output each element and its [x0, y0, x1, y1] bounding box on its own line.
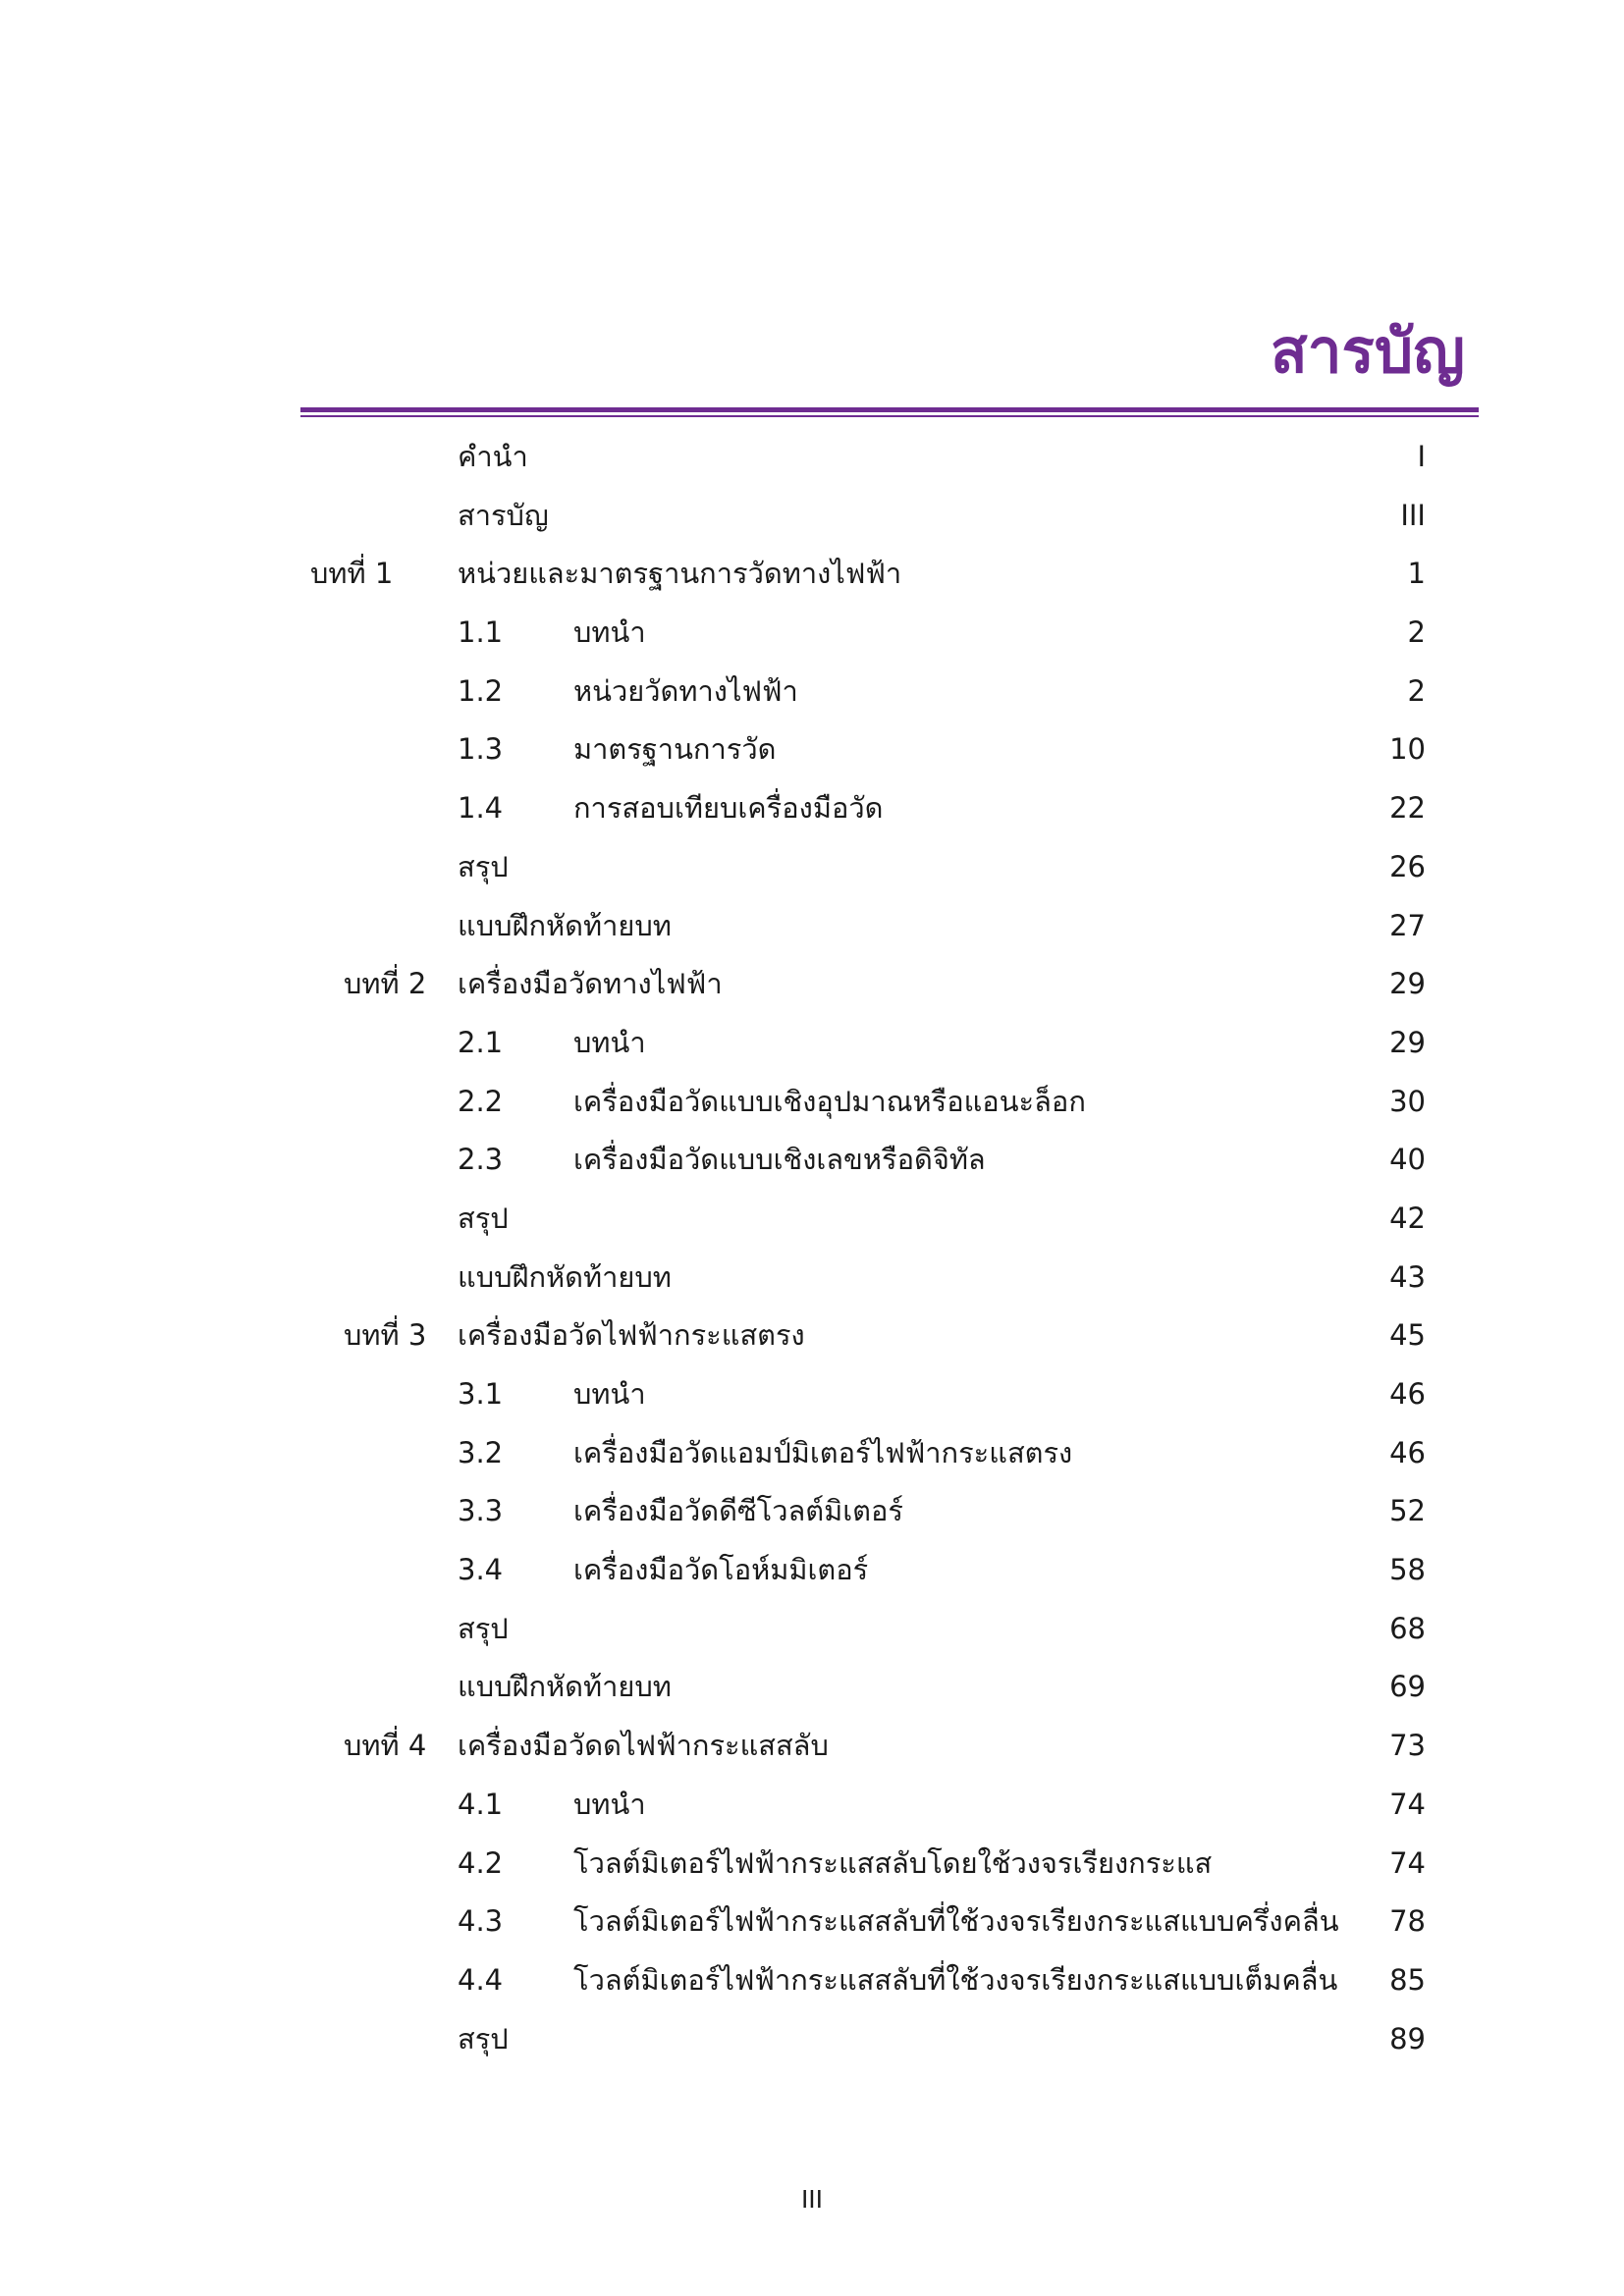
toc-page-number: 73: [1389, 1729, 1426, 1763]
toc-section-title: เครื่องมือวัดแอมป์มิเตอร์ไฟฟ้ากระแสตรง: [573, 1435, 1073, 1469]
toc-entry: [0, 545, 1624, 604]
toc-entry: [0, 1776, 1624, 1835]
toc-page-number: 45: [1389, 1318, 1426, 1353]
toc-page-number: 27: [1389, 908, 1426, 942]
toc-page-number: 46: [1389, 1435, 1426, 1469]
toc-entry-title: แบบฝึกหัดท้ายบท: [458, 908, 672, 942]
toc-page-number: 68: [1389, 1611, 1426, 1645]
toc-entry-title: สรุป: [458, 2021, 509, 2056]
toc-page-number: 40: [1389, 1143, 1426, 1177]
toc-section-number: 1.2: [458, 673, 504, 708]
toc-entry: [0, 1600, 1624, 1659]
toc-entry-title: แบบฝึกหัดท้ายบท: [458, 1259, 672, 1294]
toc-entry: [0, 1541, 1624, 1600]
divider-thin-line: [300, 415, 1479, 417]
toc-section-title: บทนำ: [573, 1377, 646, 1411]
toc-entry: [0, 2010, 1624, 2069]
toc-entry-title: สรุป: [458, 849, 509, 883]
toc-section-number: 4.3: [458, 1904, 504, 1939]
toc-entry: [0, 1658, 1624, 1717]
toc-page-number: 78: [1389, 1904, 1426, 1939]
toc-page-number: 74: [1389, 1845, 1426, 1880]
toc-section-number: 2.3: [458, 1143, 504, 1177]
page-number: III: [800, 2185, 824, 2214]
toc-entry-title: แบบฝึกหัดท้ายบท: [458, 1670, 672, 1704]
toc-entry: [0, 428, 1624, 487]
page-title: สารบัญ: [1270, 315, 1465, 387]
table-of-contents: [0, 428, 1624, 2068]
toc-page-number: III: [1400, 498, 1426, 532]
toc-section-number: 1.3: [458, 732, 504, 767]
toc-section-title: เครื่องมือวัดดีซีโวลต์มิเตอร์: [573, 1494, 903, 1528]
toc-entry-title: คำนำ: [458, 440, 528, 473]
toc-page-number: 89: [1389, 2021, 1426, 2056]
toc-chapter-title: เครื่องมือวัดทางไฟฟ้า: [458, 967, 723, 1001]
toc-section-title: มาตรฐานการวัด: [573, 732, 777, 767]
toc-page-number: 29: [1389, 967, 1426, 1001]
toc-section-number: 3.1: [458, 1377, 504, 1411]
toc-entry: [0, 1014, 1624, 1073]
toc-entry-title: สารบัญ: [458, 498, 549, 532]
toc-entry-title: สรุป: [458, 1611, 509, 1645]
toc-entry: [0, 1365, 1624, 1424]
toc-page-number: 69: [1389, 1670, 1426, 1704]
toc-section-number: 2.2: [458, 1084, 504, 1118]
toc-page-number: 85: [1389, 1962, 1426, 1997]
toc-entry: [0, 1307, 1624, 1365]
toc-page-number: 2: [1407, 615, 1426, 650]
toc-chapter-label: บทที่ 1: [310, 557, 394, 591]
toc-entry: [0, 955, 1624, 1014]
toc-entry: [0, 1131, 1624, 1190]
toc-section-title: เครื่องมือวัดโอห์มมิเตอร์: [573, 1553, 869, 1587]
toc-section-title: โวลต์มิเตอร์ไฟฟ้ากระแสสลับโดยใช้วงจรเรียงกระแส: [573, 1845, 1213, 1880]
toc-page-number: 42: [1389, 1201, 1426, 1235]
toc-entry-title: สรุป: [458, 1201, 509, 1235]
toc-page-number: I: [1417, 440, 1426, 473]
toc-section-title: บทนำ: [573, 1025, 646, 1059]
divider-thick-line: [300, 407, 1479, 412]
toc-page-number: 46: [1389, 1377, 1426, 1411]
toc-entry: [0, 1424, 1624, 1483]
toc-chapter-label: บทที่ 4: [344, 1729, 427, 1763]
toc-section-number: 3.4: [458, 1553, 504, 1587]
toc-page-number: 10: [1389, 732, 1426, 767]
toc-entry: [0, 838, 1624, 897]
title-divider: [300, 407, 1479, 418]
toc-page-number: 74: [1389, 1787, 1426, 1821]
toc-chapter-label: บทที่ 2: [344, 967, 427, 1001]
toc-page-number: 52: [1389, 1494, 1426, 1528]
toc-page-number: 1: [1407, 557, 1426, 591]
toc-entry: [0, 487, 1624, 546]
toc-chapter-title: เครื่องมือวัดดไฟฟ้ากระแสสลับ: [458, 1729, 829, 1763]
toc-entry: [0, 1893, 1624, 1951]
toc-page-number: 58: [1389, 1553, 1426, 1587]
toc-section-number: 4.2: [458, 1845, 504, 1880]
toc-section-title: เครื่องมือวัดแบบเชิงเลขหรือดิจิทัล: [573, 1143, 986, 1177]
toc-entry: [0, 1482, 1624, 1541]
toc-chapter-title: เครื่องมือวัดไฟฟ้ากระแสตรง: [458, 1318, 805, 1353]
toc-section-title: เครื่องมือวัดแบบเชิงอุปมาณหรือแอนะล็อก: [573, 1084, 1086, 1118]
toc-page-number: 26: [1389, 849, 1426, 883]
toc-section-number: 2.1: [458, 1025, 504, 1059]
toc-entry: [0, 1717, 1624, 1776]
toc-page-number: 22: [1389, 791, 1426, 826]
toc-entry: [0, 897, 1624, 956]
toc-entry: [0, 1951, 1624, 2010]
toc-section-number: 4.4: [458, 1962, 504, 1997]
toc-section-number: 4.1: [458, 1787, 504, 1821]
toc-entry: [0, 663, 1624, 721]
toc-section-title: โวลต์มิเตอร์ไฟฟ้ากระแสสลับที่ใช้วงจรเรียงกระแสแบบเต็มคลื่น: [573, 1962, 1338, 1997]
toc-section-title: บทนำ: [573, 615, 646, 650]
toc-section-number: 3.3: [458, 1494, 504, 1528]
toc-section-title: หน่วยวัดทางไฟฟ้า: [573, 673, 798, 708]
toc-chapter-label: บทที่ 3: [344, 1318, 427, 1353]
toc-page-number: 2: [1407, 673, 1426, 708]
toc-entry: [0, 1249, 1624, 1308]
toc-section-number: 1.4: [458, 791, 504, 826]
toc-section-title: การสอบเทียบเครื่องมือวัด: [573, 791, 884, 826]
toc-chapter-title: หน่วยและมาตรฐานการวัดทางไฟฟ้า: [458, 557, 902, 591]
toc-entry: [0, 1835, 1624, 1894]
toc-section-title: บทนำ: [573, 1787, 646, 1821]
toc-section-number: 1.1: [458, 615, 504, 650]
toc-entry: [0, 1190, 1624, 1249]
toc-page-number: 30: [1389, 1084, 1426, 1118]
toc-entry: [0, 1073, 1624, 1132]
toc-page-number: 29: [1389, 1025, 1426, 1059]
toc-entry: [0, 721, 1624, 779]
toc-section-number: 3.2: [458, 1435, 504, 1469]
toc-entry: [0, 604, 1624, 663]
toc-section-title: โวลต์มิเตอร์ไฟฟ้ากระแสสลับที่ใช้วงจรเรียงกระแสแบบครึ่งคลื่น: [573, 1904, 1339, 1939]
toc-entry: [0, 779, 1624, 838]
toc-page-number: 43: [1389, 1259, 1426, 1294]
